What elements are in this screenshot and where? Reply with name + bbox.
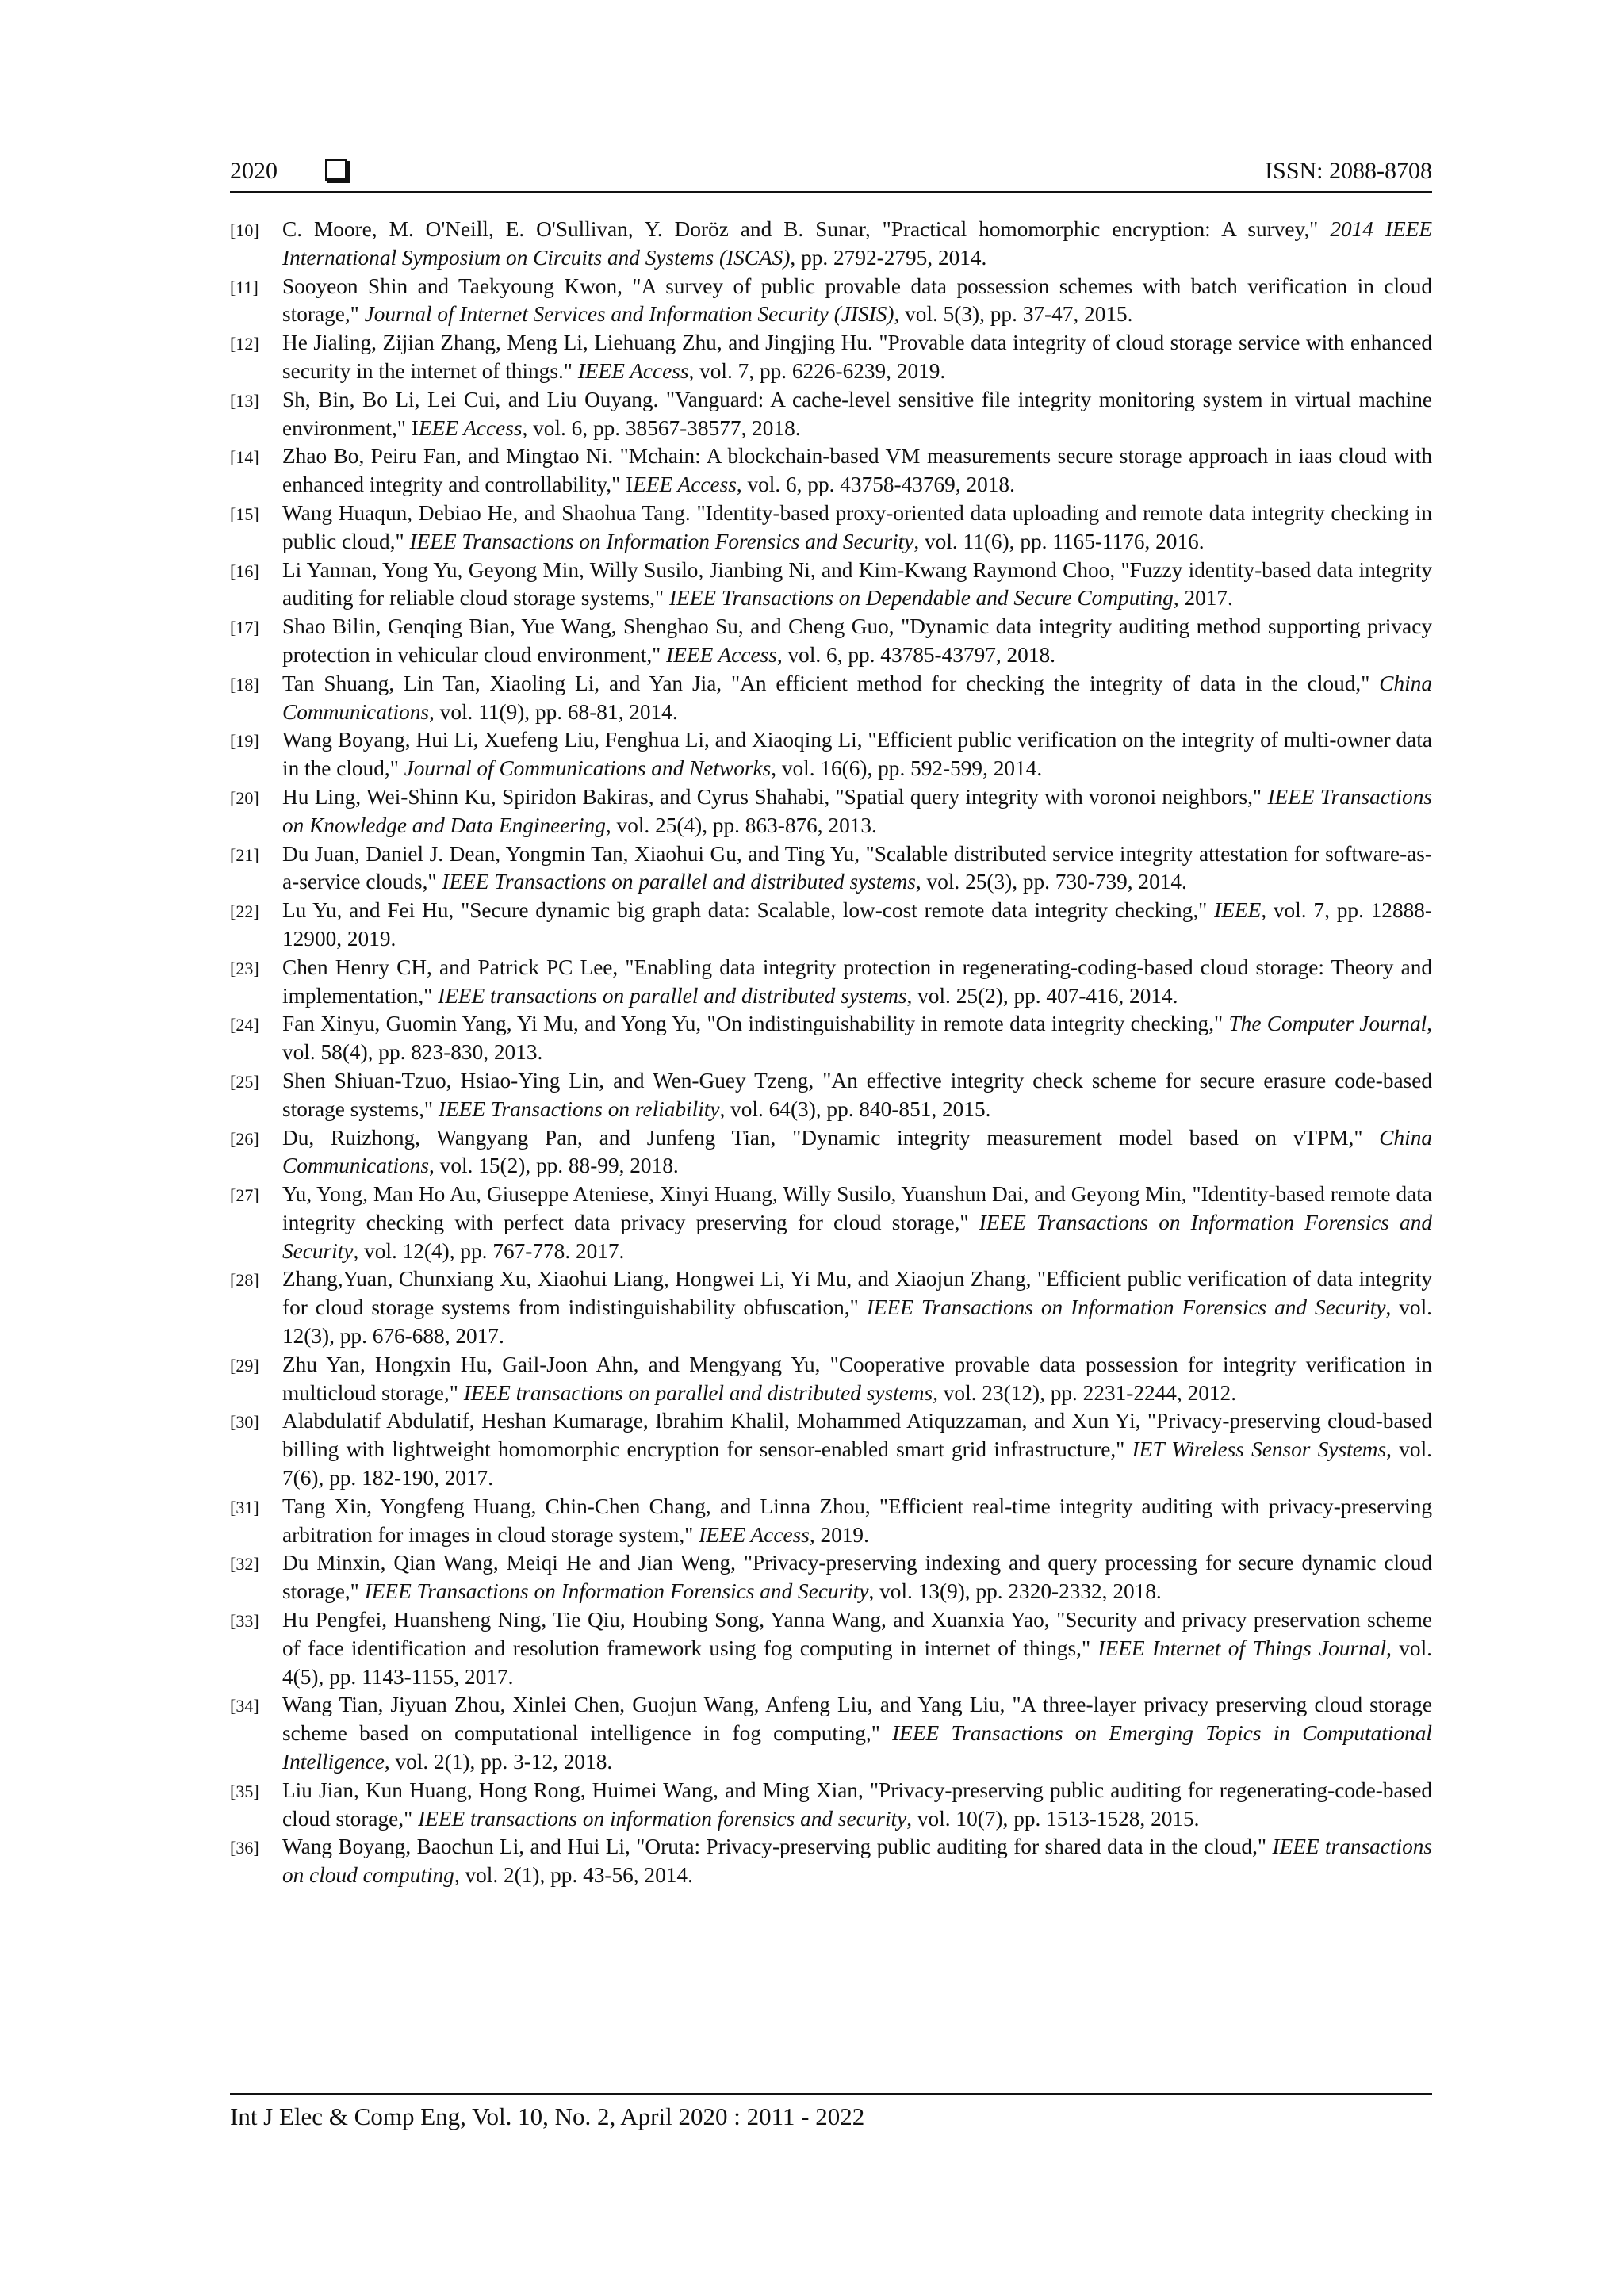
reference-details: , vol. 23(12), pp. 2231-2244, 2012. — [933, 1380, 1237, 1405]
reference-item — [230, 1265, 1432, 1350]
reference-item — [230, 1407, 1432, 1492]
reference-item — [230, 613, 1432, 670]
reference-venue: Journal of Communications and Networks — [404, 756, 772, 781]
reference-number: [13] — [230, 390, 259, 411]
reference-item — [230, 1351, 1432, 1408]
reference-venue: IEEE Transactions on Dependable and Secure Computing — [668, 586, 1174, 610]
reference-authors-title: Du Minxin, Qian Wang, Meiqi He and Jian Weng, "Privacy-preserving indexing and query processing for secure dynamic cloud storage," — [282, 1551, 1432, 1604]
reference-number: [17] — [230, 618, 259, 638]
reference-venue: IEEE, — [1214, 898, 1267, 923]
reference-details: , vol. 7, pp. 6226-6239, 2019. — [688, 358, 946, 383]
reference-venue: IEEE Transactions on Information Forensics and Security — [364, 1579, 869, 1604]
reference-number: [23] — [230, 958, 259, 978]
reference-venue: IEEE Transactions on Emerging Topics in Computational Intelligence — [282, 1721, 1432, 1774]
reference-item — [230, 1691, 1432, 1776]
reference-authors-title: Sh, Bin, Bo Li, Lei Cui, and Liu Ouyang. "Vanguard: A cache-level sensitive file integrity monitoring system in virtual machine environment," I — [282, 387, 1432, 440]
reference-authors-title: Sooyeon Shin and Taekyoung Kwon, "A survey of public provable data possession schemes with batch verification in cloud storage," — [282, 274, 1432, 327]
reference-authors-title: He Jialing, Zijian Zhang, Meng Li, Liehuang Zhu, and Jingjing Hu. "Provable data integrity of cloud storage service with enhanced security in the internet of things." — [282, 331, 1432, 383]
reference-authors-title: Li Yannan, Yong Yu, Geyong Min, Willy Susilo, Jianbing Ni, and Kim-Kwang Raymond Choo, "Fuzzy identity-based data integrity auditing for reliable cloud storage systems," — [282, 557, 1432, 610]
reference-venue: IEEE Transactions on Information Forensics and Security — [282, 1210, 1432, 1263]
reference-number: [11] — [230, 277, 259, 297]
reference-number: [14] — [230, 447, 259, 468]
reference-item — [230, 1777, 1432, 1834]
reference-details: 2019. — [814, 1522, 869, 1547]
reference-details: , vol. 6, pp. 43785-43797, 2018. — [776, 642, 1055, 667]
issn-label: ISSN: 2088-8708 — [1265, 158, 1432, 184]
reference-number: [29] — [230, 1355, 259, 1376]
reference-number: [30] — [230, 1412, 259, 1433]
reference-authors-title: Alabdulatif Abdulatif, Heshan Kumarage, Ibrahim Khalil, Mohammed Atiquzzaman, and Xun Yi, "Privacy-preserving cloud-based billing with lightweight homomorphic encryption for sensor-enabled smart grid infrastructure," — [282, 1409, 1432, 1462]
reference-number: [36] — [230, 1838, 259, 1858]
reference-item — [230, 442, 1432, 499]
reference-authors-title: Zhao Bo, Peiru Fan, and Mingtao Ni. "Mchain: A blockchain-based VM measurements secure storage approach in iaas cloud with enhanced integrity and controllability," I — [282, 444, 1432, 497]
reference-number: [10] — [230, 220, 259, 240]
reference-venue: 2014 IEEE International Symposium on Circuits and Systems (ISCAS) — [282, 217, 1433, 270]
reference-number: [25] — [230, 1071, 259, 1092]
reference-authors-title: Zhang,Yuan, Chunxiang Xu, Xiaohui Liang, Hongwei Li, Yi Mu, and Xiaojun Zhang, "Efficient public verification of data integrity for cloud storage systems from indistinguishability obfuscation," — [282, 1267, 1432, 1320]
reference-details: , vol. 13(9), pp. 2320-2332, 2018. — [868, 1579, 1162, 1604]
reference-authors-title: Hu Pengfei, Huansheng Ning, Tie Qiu, Houbing Song, Yanna Wang, and Xuanxia Yao, "Security and privacy preservation scheme of face identification and resolution framework using fog computing in internet of things," — [282, 1608, 1432, 1660]
reference-venue: IET Wireless Sensor Systems — [1132, 1437, 1387, 1462]
reference-number: [35] — [230, 1781, 259, 1801]
reference-item — [230, 1833, 1432, 1890]
reference-details: , vol. 11(6), pp. 1165-1176, 2016. — [914, 529, 1205, 553]
reference-item — [230, 329, 1432, 386]
reference-item — [230, 386, 1432, 443]
reference-venue: The Computer Journal — [1228, 1012, 1427, 1036]
reference-item — [230, 840, 1432, 897]
reference-item — [230, 897, 1432, 954]
footer-rule — [230, 2093, 1432, 2095]
reference-details: , vol. 2(1), pp. 43-56, 2014. — [454, 1863, 693, 1888]
reference-list — [230, 216, 1432, 1890]
reference-authors-title: Du Juan, Daniel J. Dean, Yongmin Tan, Xiaohui Gu, and Ting Yu, "Scalable distributed service integrity attestation for software-as-a-service clouds," — [282, 841, 1432, 894]
reference-item — [230, 954, 1432, 1011]
reference-details: , 2017. — [1173, 586, 1233, 610]
reference-details: , vol. 10(7), pp. 1513-1528, 2015. — [906, 1806, 1200, 1831]
reference-item — [230, 783, 1432, 840]
reference-venue: IEEE transactions on cloud computing — [282, 1835, 1432, 1888]
reference-details: , vol. 7(6), pp. 182-190, 2017. — [282, 1437, 1432, 1490]
reference-number: [31] — [230, 1497, 259, 1517]
reference-item — [230, 499, 1432, 557]
reference-venue: IEEE Transactions on reliability — [438, 1096, 720, 1121]
reference-number: [20] — [230, 787, 259, 808]
reference-item — [230, 1549, 1432, 1606]
reference-authors-title: Wang Boyang, Baochun Li, and Hui Li, "Oruta: Privacy-preserving public auditing for shared data in the cloud," — [282, 1835, 1273, 1859]
reference-number: [27] — [230, 1185, 259, 1206]
reference-details: , vol. 25(4), pp. 863-876, 2013. — [605, 813, 877, 837]
reference-number: [12] — [230, 334, 259, 354]
reference-authors-title: Wang Boyang, Hui Li, Xuefeng Liu, Fenghua Li, and Xiaoqing Li, "Efficient public verification on the integrity of multi-owner data in the cloud," — [282, 728, 1432, 781]
reference-number: [21] — [230, 844, 259, 865]
reference-details: , vol. 64(3), pp. 840-851, 2015. — [719, 1096, 991, 1121]
reference-number: [32] — [230, 1554, 259, 1575]
reference-authors-title: Shen Shiuan-Tzuo, Hsiao-Ying Lin, and Wen-Guey Tzeng, "An effective integrity check scheme for secure erasure code-based storage systems," — [282, 1068, 1432, 1121]
reference-authors-title: Wang Tian, Jiyuan Zhou, Xinlei Chen, Guojun Wang, Anfeng Liu, and Yang Liu, "A three-layer privacy preserving cloud storage scheme based on computational intelligence in fog computing," — [282, 1693, 1432, 1746]
reference-authors-title: Du, Ruizhong, Wangyang Pan, and Junfeng Tian, "Dynamic integrity measurement model based on vTPM," — [282, 1125, 1380, 1150]
reference-details: , vol. 15(2), pp. 88-99, 2018. — [429, 1154, 679, 1178]
reference-details: , vol. 4(5), pp. 1143-1155, 2017. — [282, 1636, 1432, 1689]
reference-authors-title: Tang Xin, Yongfeng Huang, Chin-Chen Chang, and Linna Zhou, "Efficient real-time integrity auditing with privacy-preserving arbitration for images in cloud storage system," — [282, 1494, 1432, 1547]
reference-item — [230, 273, 1432, 330]
reference-venue: EEE Access — [418, 415, 523, 440]
reference-item — [230, 1010, 1432, 1067]
reference-authors-title: Shao Bilin, Genqing Bian, Yue Wang, Shenghao Su, and Cheng Guo, "Dynamic data integrity auditing method supporting privacy protection in vehicular cloud environment," — [282, 614, 1432, 667]
reference-details: , vol. 12(4), pp. 767-778. 2017. — [353, 1238, 625, 1263]
checkbox-square-icon — [325, 159, 347, 181]
page-number: 2020 — [230, 158, 278, 184]
reference-item — [230, 1067, 1432, 1124]
reference-details: vol. 25(3), pp. 730-739, 2014. — [921, 870, 1187, 894]
reference-item — [230, 1606, 1432, 1691]
reference-number: [16] — [230, 561, 259, 581]
reference-authors-title: Tan Shuang, Lin Tan, Xiaoling Li, and Yan Jia, "An efficient method for checking the integrity of data in the cloud," — [282, 671, 1380, 695]
reference-venue: IEEE transactions on parallel and distributed systems — [463, 1380, 933, 1405]
reference-authors-title: Wang Huaqun, Debiao He, and Shaohua Tang. "Identity-based proxy-oriented data uploading and remote data integrity checking in public cloud," — [282, 500, 1432, 553]
reference-item — [230, 670, 1432, 727]
reference-venue: IEEE transactions on information forensics and security — [418, 1806, 907, 1831]
reference-details: , vol. 11(9), pp. 68-81, 2014. — [429, 699, 678, 724]
reference-venue: IEEE Access — [577, 358, 689, 383]
reference-details: , vol. 58(4), pp. 823-830, 2013. — [282, 1012, 1433, 1065]
reference-number: [22] — [230, 901, 259, 922]
reference-number: [33] — [230, 1611, 259, 1632]
reference-venue: EEE Access — [633, 473, 737, 497]
reference-item — [230, 557, 1432, 614]
reference-authors-title: C. Moore, M. O'Neill, E. O'Sullivan, Y. Doröz and B. Sunar, "Practical homomorphic encryption: A survey," — [282, 217, 1331, 241]
reference-venue: IEEE Internet of Things Journal — [1097, 1636, 1387, 1660]
reference-venue: Journal of Internet Services and Information Security (JISIS) — [364, 302, 894, 327]
reference-venue: IEEE Transactions on Knowledge and Data Engineering — [282, 784, 1432, 837]
reference-item — [230, 216, 1432, 273]
reference-details: , vol. 2(1), pp. 3-12, 2018. — [384, 1750, 613, 1774]
journal-citation-footer: Int J Elec & Comp Eng, Vol. 10, No. 2, April 2020 : 2011 - 2022 — [230, 2103, 865, 2130]
reference-details: , vol. 6, pp. 43758-43769, 2018. — [736, 473, 1015, 497]
reference-details: , pp. 2792-2795, 2014. — [790, 245, 987, 270]
reference-venue: IEEE Access, — [699, 1522, 815, 1547]
reference-authors-title: Chen Henry CH, and Patrick PC Lee, "Enabling data integrity protection in regenerating-coding-based cloud storage: Theory and implementation," — [282, 955, 1432, 1008]
reference-item — [230, 726, 1432, 783]
reference-authors-title: Zhu Yan, Hongxin Hu, Gail-Joon Ahn, and Mengyang Yu, "Cooperative provable data possession for integrity verification in multicloud storage," — [282, 1352, 1432, 1405]
header-rule — [230, 191, 1432, 193]
reference-details: , vol. 5(3), pp. 37-47, 2015. — [894, 302, 1133, 327]
reference-authors-title: Fan Xinyu, Guomin Yang, Yi Mu, and Yong Yu, "On indistinguishability in remote data integrity checking," — [282, 1012, 1229, 1036]
reference-item — [230, 1181, 1432, 1265]
reference-details: vol. 7, pp. 12888-12900, 2019. — [282, 898, 1432, 951]
reference-item — [230, 1124, 1432, 1181]
reference-venue: IEEE Transactions on parallel and distributed systems, — [442, 870, 921, 894]
reference-number: [15] — [230, 503, 259, 524]
reference-details: , vol. 6, pp. 38567-38577, 2018. — [522, 415, 801, 440]
reference-venue: IEEE Access — [666, 642, 777, 667]
reference-details: , vol. 16(6), pp. 592-599, 2014. — [771, 756, 1043, 781]
reference-authors-title: Yu, Yong, Man Ho Au, Giuseppe Ateniese, Xinyi Huang, Willy Susilo, Yuanshun Dai, and Geyong Min, "Identity-based remote data integrity checking with perfect data privacy preserving for cloud storage," — [282, 1182, 1432, 1234]
reference-number: [34] — [230, 1696, 259, 1716]
reference-authors-title: Liu Jian, Kun Huang, Hong Rong, Huimei Wang, and Ming Xian, "Privacy-preserving public auditing for regenerating-code-based cloud storage," — [282, 1777, 1432, 1831]
reference-number: [19] — [230, 731, 259, 752]
reference-authors-title: Lu Yu, and Fei Hu, "Secure dynamic big graph data: Scalable, low-cost remote data integrity checking," — [282, 898, 1215, 923]
reference-venue: IEEE Transactions on Information Forensics and Security — [409, 529, 914, 553]
reference-venue: China Communications — [282, 1125, 1432, 1178]
reference-item — [230, 1493, 1432, 1550]
reference-authors-title: Hu Ling, Wei-Shinn Ku, Spiridon Bakiras, and Cyrus Shahabi, "Spatial query integrity with voronoi neighbors," — [282, 784, 1268, 809]
reference-number: [24] — [230, 1015, 259, 1035]
reference-venue: IEEE transactions on parallel and distributed systems — [438, 983, 907, 1008]
reference-number: [26] — [230, 1128, 259, 1149]
page-header — [230, 155, 1432, 193]
reference-details: , vol. 25(2), pp. 407-416, 2014. — [906, 983, 1178, 1008]
reference-venue: IEEE Transactions on Information Forensics and Security — [866, 1295, 1386, 1320]
reference-details: , vol. 12(3), pp. 676-688, 2017. — [282, 1295, 1432, 1349]
reference-venue: China Communications — [282, 671, 1432, 724]
reference-number: [18] — [230, 674, 259, 695]
reference-number: [28] — [230, 1270, 259, 1291]
